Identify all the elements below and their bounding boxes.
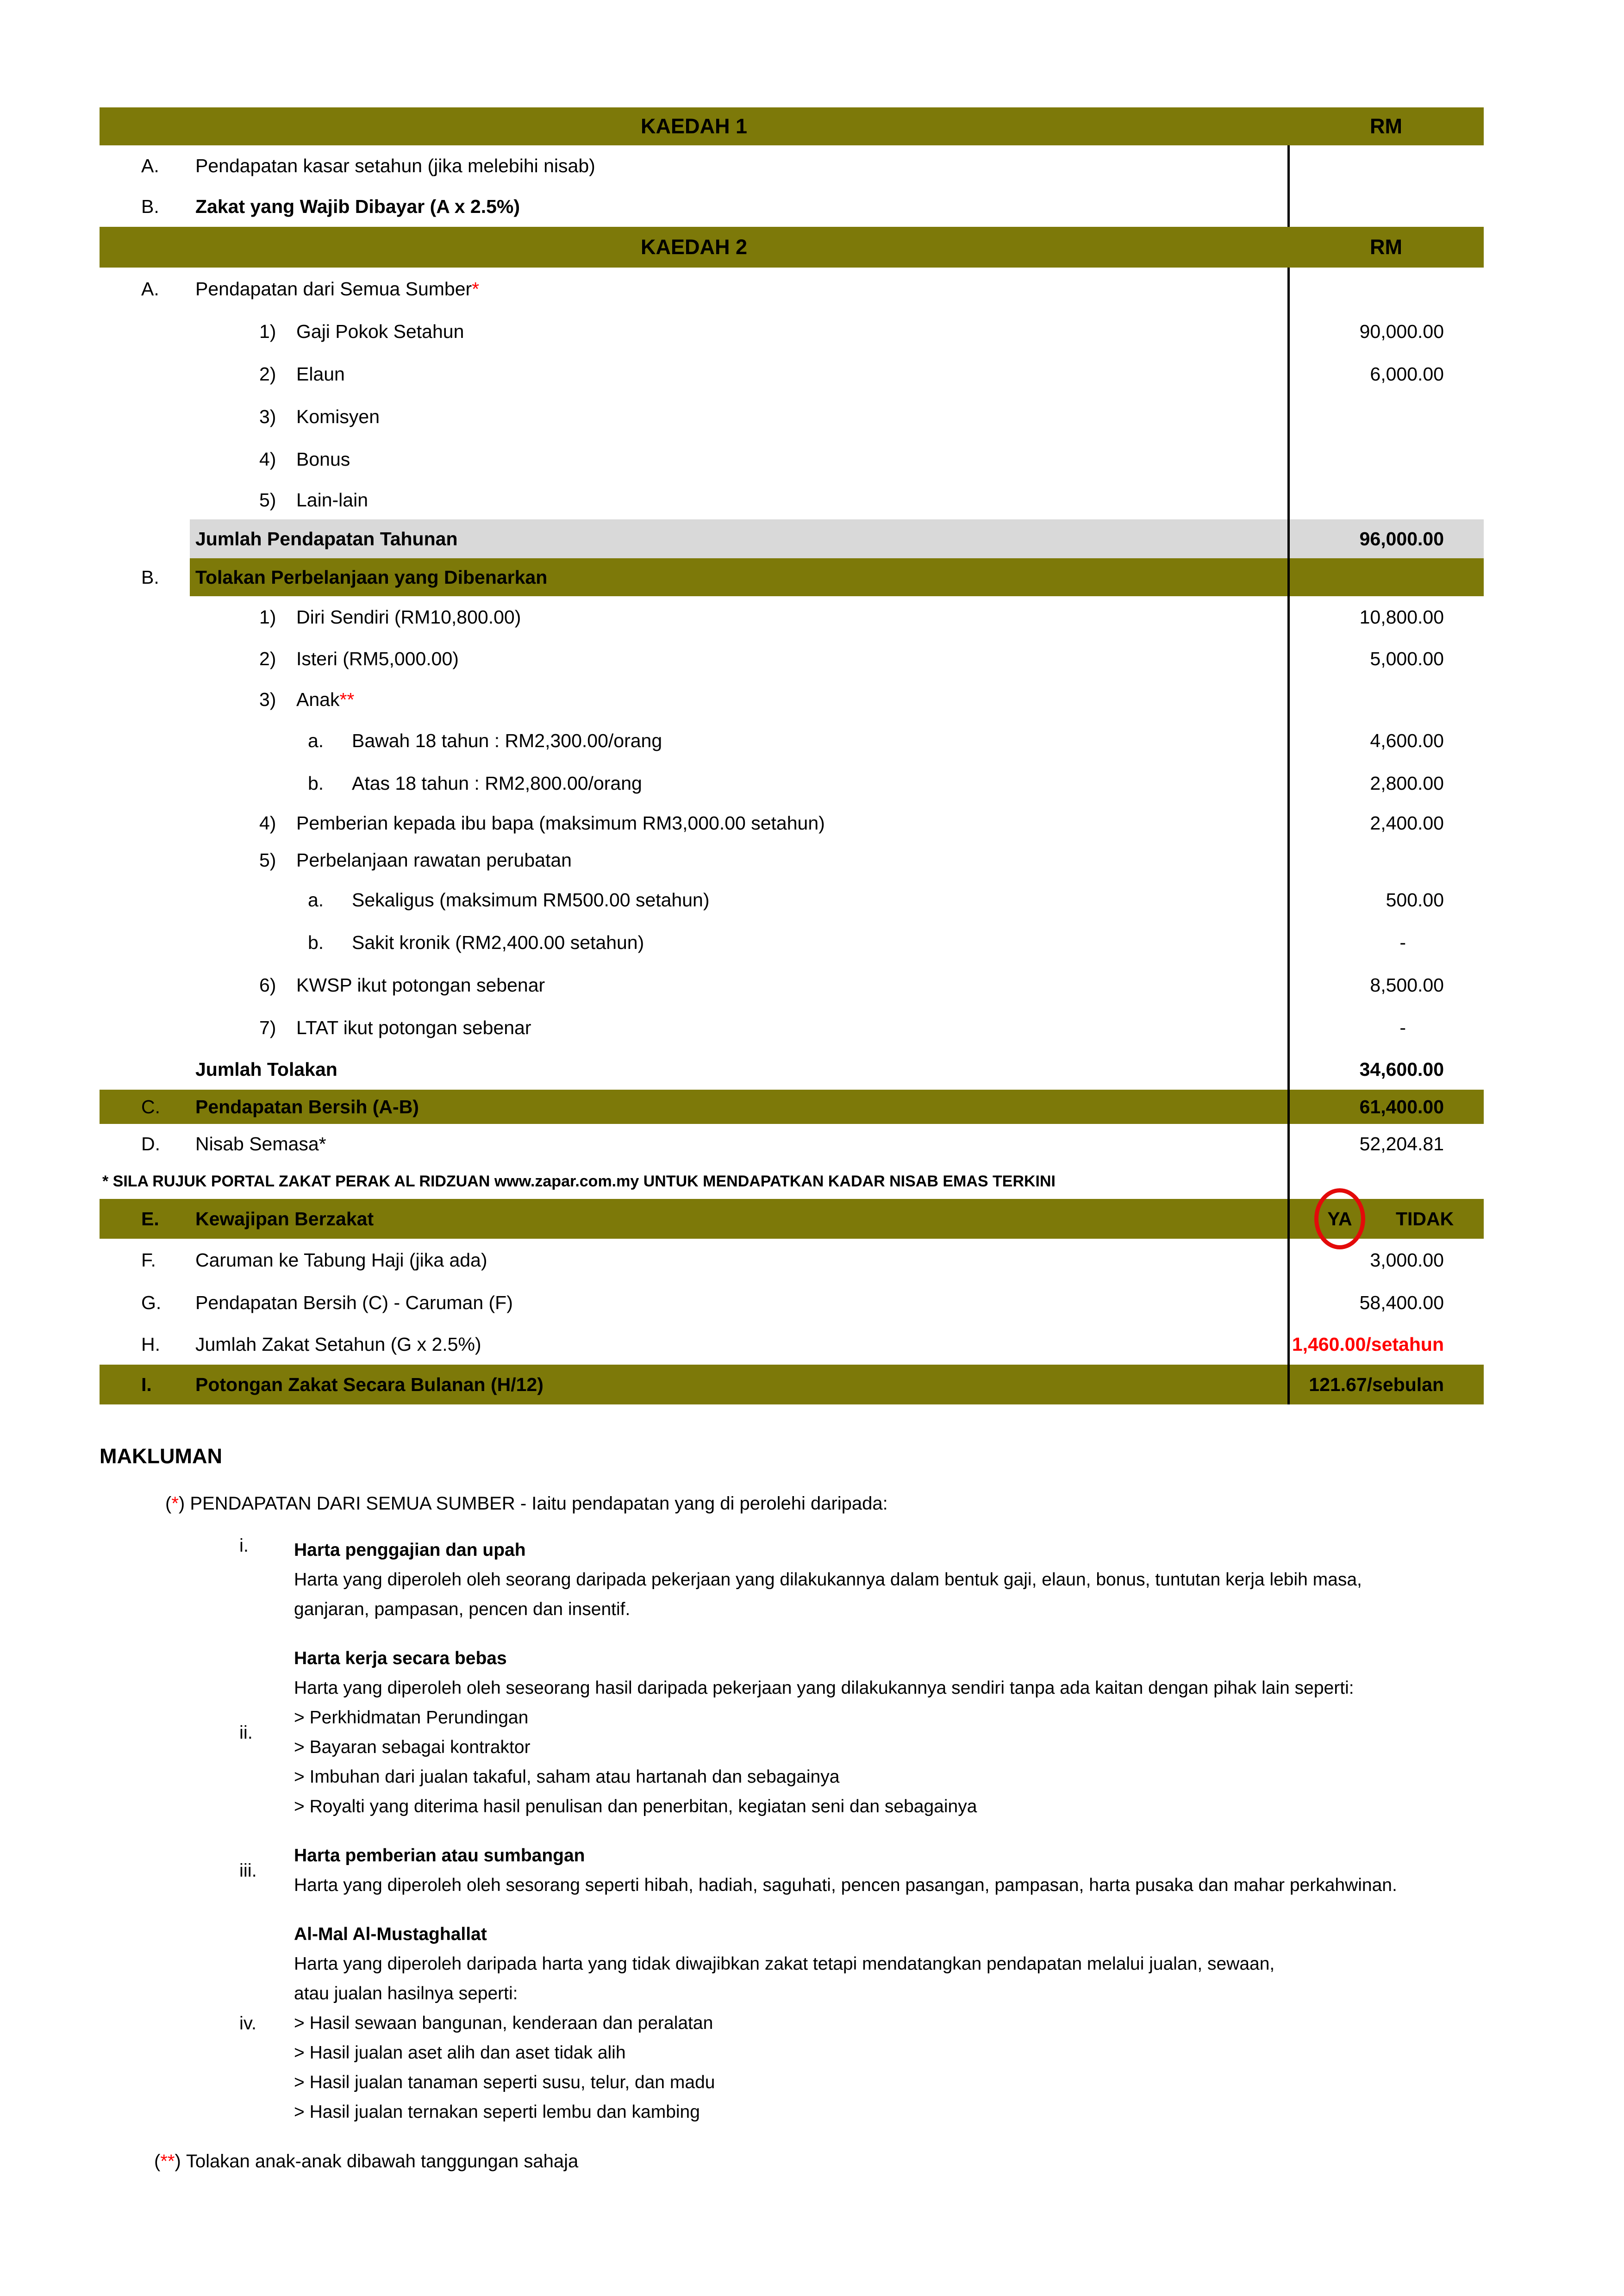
item-number: 2) [259,648,276,669]
intro-text: PENDAPATAN DARI SEMUA SUMBER - Iaitu pendapatan yang di perolehi daripada: [190,1493,888,1514]
item-line: > Hasil jualan tanaman seperti susu, telur, dan madu [294,2072,715,2092]
row-value: 90,000.00 [1359,320,1444,342]
kaedah2-rm-label: RM [1370,235,1402,259]
table-row-income-3 [100,395,1484,438]
row-letter: A. [141,155,159,176]
table-row-k2-section-a [100,268,1484,310]
item-number: 7) [259,1017,276,1038]
row-value: 61,400.00 [1359,1096,1444,1117]
item-line: Harta yang diperoleh oleh seseorang hasil daripada pekerjaan yang dilakukannya sendiri tanpa ada kaitan dengan pihak lain seperti: [294,1678,1354,1698]
row-value-monthly-zakat: 121.67/sebulan [1309,1373,1444,1395]
row-label: Pendapatan kasar setahun (jika melebihi nisab) [195,155,595,176]
item-number: 1) [259,320,276,342]
row-label [190,889,1288,911]
item-number: 3) [259,406,276,427]
table-row-deduction-7 [100,1006,1484,1049]
item-body [294,1535,1572,1624]
item-numeral: ii. [239,1722,253,1743]
row-letter: G. [141,1292,162,1313]
item-label: Atas 18 tahun : RM2,800.00/orang [352,772,642,794]
table-row-e [100,1199,1484,1239]
row-letter: E. [141,1208,159,1229]
row-value: - [1399,1017,1406,1038]
row-value: 6,000.00 [1370,363,1444,385]
item-numeral: iv. [239,2013,257,2034]
row-label [190,363,1288,385]
row-label [190,730,1288,752]
table-row-total-deduction [100,1049,1484,1090]
item-label: Perbelanjaan rawatan perubatan [296,849,572,871]
makluman-section [100,1444,1572,2172]
table-row-i [100,1365,1484,1404]
item-label: Bonus [296,448,350,470]
row-label: Zakat yang Wajib Dibayar (A x 2.5%) [195,195,520,217]
paren-close: ) [178,1493,185,1514]
section-b-label: Tolakan Perbelanjaan yang Dibenarkan [195,566,548,588]
column-divider-line [1287,145,1290,227]
item-line: Harta yang diperoleh daripada harta yang tidak diwajibkan zakat tetapi mendatangkan pendapatan melalui jualan, sewaan, [294,1954,1275,1974]
item-line: > Hasil sewaan bangunan, kenderaan dan peralatan [294,2013,713,2033]
row-label: Caruman ke Tabung Haji (jika ada) [195,1249,487,1271]
paren-open: ( [165,1493,172,1514]
item-number: 5) [259,849,276,871]
table-row-f [100,1239,1484,1281]
row-label: Pendapatan Bersih (A-B) [195,1096,419,1117]
table-row-deduction-5a [100,879,1484,921]
item-heading: Al-Mal Al-Mustaghallat [294,1924,487,1944]
makluman-intro [165,1493,1572,1514]
row-label: Nisab Semasa* [195,1133,326,1154]
row-label [190,932,1288,954]
item-body [294,1920,1572,2127]
row-label [190,489,1288,511]
row-label [190,648,1288,670]
row-label: Jumlah Zakat Setahun (G x 2.5%) [195,1333,481,1355]
row-label [190,321,1288,343]
ya-selection-circle [1314,1188,1365,1249]
table-row-k1-a [100,145,1484,186]
table-row-income-1 [100,310,1484,353]
item-label: Sekaligus (maksimum RM500.00 setahun) [352,889,710,911]
item-heading: Harta kerja secara bebas [294,1648,507,1668]
row-label [190,606,1288,628]
row-label [190,406,1288,428]
row-label [190,449,1288,470]
table-row-total-income [100,519,1484,558]
table-row-deduction-5b [100,921,1484,964]
kaedah1-title: KAEDAH 1 [640,114,748,138]
row-value: 2,400.00 [1370,812,1444,834]
item-heading: Harta penggajian dan upah [294,1540,526,1560]
row-letter: B. [141,195,159,217]
row-value: 2,800.00 [1370,772,1444,794]
item-label: Diri Sendiri (RM10,800.00) [296,606,521,628]
item-number: 2) [259,363,276,385]
red-asterisk: * [171,1493,179,1514]
nisab-note-text: * SILA RUJUK PORTAL ZAKAT PERAK AL RIDZUAN www.zapar.com.my UNTUK MENDAPATKAN KADAR NISAB EMAS TERKINI [102,1172,1056,1190]
total-income-label: Jumlah Pendapatan Tahunan [195,528,458,549]
makluman-footnote [154,2151,1572,2172]
table-row-deduction-3a [100,719,1484,762]
zakat-calculation-table [100,107,1484,1404]
item-numeral: i. [239,1535,249,1556]
table-row-h [100,1324,1484,1365]
item-line: ganjaran, pampasan, pencen dan insentif. [294,1599,631,1619]
row-label: Pendapatan Bersih (C) - Caruman (F) [195,1292,513,1313]
row-value: 500.00 [1386,889,1444,911]
item-body [294,1841,1572,1900]
item-line: > Royalti yang diterima hasil penulisan dan penerbitan, kegiatan seni dan sebagainya [294,1797,977,1816]
item-number: a. [308,889,324,911]
item-number: a. [308,730,324,751]
item-line: atau jualan hasilnya seperti: [294,1984,518,2003]
table-row-nisab-note [100,1164,1484,1199]
item-number: b. [308,772,324,794]
item-label: Anak [296,688,340,710]
makluman-item-iii [100,1841,1572,1900]
item-label: Sakit kronik (RM2,400.00 setahun) [352,931,644,953]
item-label: Pemberian kepada ibu bapa (maksimum RM3,000.00 setahun) [296,812,825,834]
row-value: 5,000.00 [1370,648,1444,669]
column-divider-line [1287,268,1290,1404]
table-row-deduction-2 [100,638,1484,680]
item-label: Komisyen [296,406,380,427]
item-number: 4) [259,448,276,470]
row-label: Kewajipan Berzakat [195,1208,374,1229]
total-income-value: 96,000.00 [1359,528,1444,549]
row-letter: F. [141,1249,156,1271]
item-line: > Hasil jualan ternakan seperti lembu dan kambing [294,2102,700,2122]
row-value: 3,000.00 [1370,1249,1444,1271]
row-label [190,1017,1288,1039]
footnote-text: Tolakan anak-anak dibawah tanggungan sahaja [186,2151,579,2171]
makluman-item-i [100,1535,1572,1624]
table-row-d [100,1124,1484,1164]
item-heading: Harta pemberian atau sumbangan [294,1846,585,1866]
item-number: 5) [259,489,276,511]
table-row-g [100,1281,1484,1324]
table-row-c [100,1090,1484,1124]
zakat-obligation-options [1288,1207,1484,1231]
item-number: 1) [259,606,276,628]
row-value: 10,800.00 [1359,606,1444,628]
kaedah1-rm-label: RM [1370,114,1402,138]
table-row-deduction-4 [100,805,1484,842]
table-row-income-2 [100,353,1484,395]
row-letter: I. [141,1373,152,1395]
item-label: Lain-lain [296,489,368,511]
row-label [190,849,1288,871]
item-line: Harta yang diperoleh oleh sesorang seperti hibah, hadiah, saguhati, pencen pasangan, pampasan, harta pusaka dan mahar perkahwinan. [294,1875,1397,1895]
row-value: - [1399,931,1406,953]
item-label: KWSP ikut potongan sebenar [296,974,545,996]
table-row-section-b [100,558,1484,596]
item-line: > Perkhidmatan Perundingan [294,1708,529,1728]
row-value-annual-zakat: 1,460.00/setahun [1292,1333,1444,1355]
row-label [190,773,1288,794]
kaedah2-title: KAEDAH 2 [640,235,748,259]
row-value: 58,400.00 [1359,1292,1444,1313]
makluman-item-ii [100,1644,1572,1822]
paren-close: ) [175,2151,181,2171]
row-label [190,689,1288,711]
item-label: Isteri (RM5,000.00) [296,648,459,669]
table-row-income-4 [100,438,1484,480]
kaedah2-header-row [100,227,1484,268]
row-label: Potongan Zakat Secara Bulanan (H/12) [195,1373,543,1395]
row-value: 8,500.00 [1370,974,1444,996]
table-row-deduction-1 [100,596,1484,638]
item-body [294,1644,1572,1822]
row-letter: A. [141,278,159,299]
item-number: 4) [259,812,276,834]
item-line: > Hasil jualan aset alih dan aset tidak alih [294,2043,626,2063]
row-letter: D. [141,1133,160,1154]
row-label [190,974,1288,996]
item-numeral: iii. [239,1860,257,1881]
makluman-item-iv [100,1920,1572,2127]
red-asterisk: ** [339,688,355,710]
paren-open: ( [154,2151,161,2171]
total-deduction-label: Jumlah Tolakan [195,1058,337,1080]
item-label: Bawah 18 tahun : RM2,300.00/orang [352,730,662,751]
makluman-title: MAKLUMAN [100,1444,222,1468]
item-label: Elaun [296,363,345,385]
row-label [190,278,1288,300]
item-label: LTAT ikut potongan sebenar [296,1017,531,1038]
table-row-deduction-3b [100,762,1484,805]
item-line: > Bayaran sebagai kontraktor [294,1737,531,1757]
red-double-asterisk: ** [160,2151,175,2171]
table-row-deduction-5 [100,842,1484,879]
row-value: 4,600.00 [1370,730,1444,751]
item-label: Gaji Pokok Setahun [296,320,464,342]
total-deduction-value: 34,600.00 [1359,1058,1444,1080]
section-a-label: Pendapatan dari Semua Sumber [195,278,472,299]
row-letter: C. [141,1096,160,1117]
option-tidak: TIDAK [1396,1208,1454,1229]
table-row-deduction-3 [100,680,1484,719]
item-line: Harta yang diperoleh oleh seorang daripada pekerjaan yang dilakukannya dalam bentuk gaji, elaun, bonus, tuntutan kerja lebih masa, [294,1570,1362,1590]
table-row-income-5 [100,480,1484,519]
item-number: 6) [259,974,276,996]
red-asterisk: * [472,278,480,299]
kaedah1-header-row [100,107,1484,145]
option-ya: YA [1327,1208,1352,1229]
row-value: 52,204.81 [1359,1133,1444,1154]
item-number: b. [308,931,324,953]
table-row-deduction-6 [100,964,1484,1006]
row-letter: H. [141,1333,160,1355]
row-label [190,812,1288,834]
item-number: 3) [259,688,276,710]
row-letter: B. [141,566,159,588]
table-row-k1-b [100,186,1484,227]
item-line: > Imbuhan dari jualan takaful, saham atau hartanah dan sebagainya [294,1767,840,1787]
